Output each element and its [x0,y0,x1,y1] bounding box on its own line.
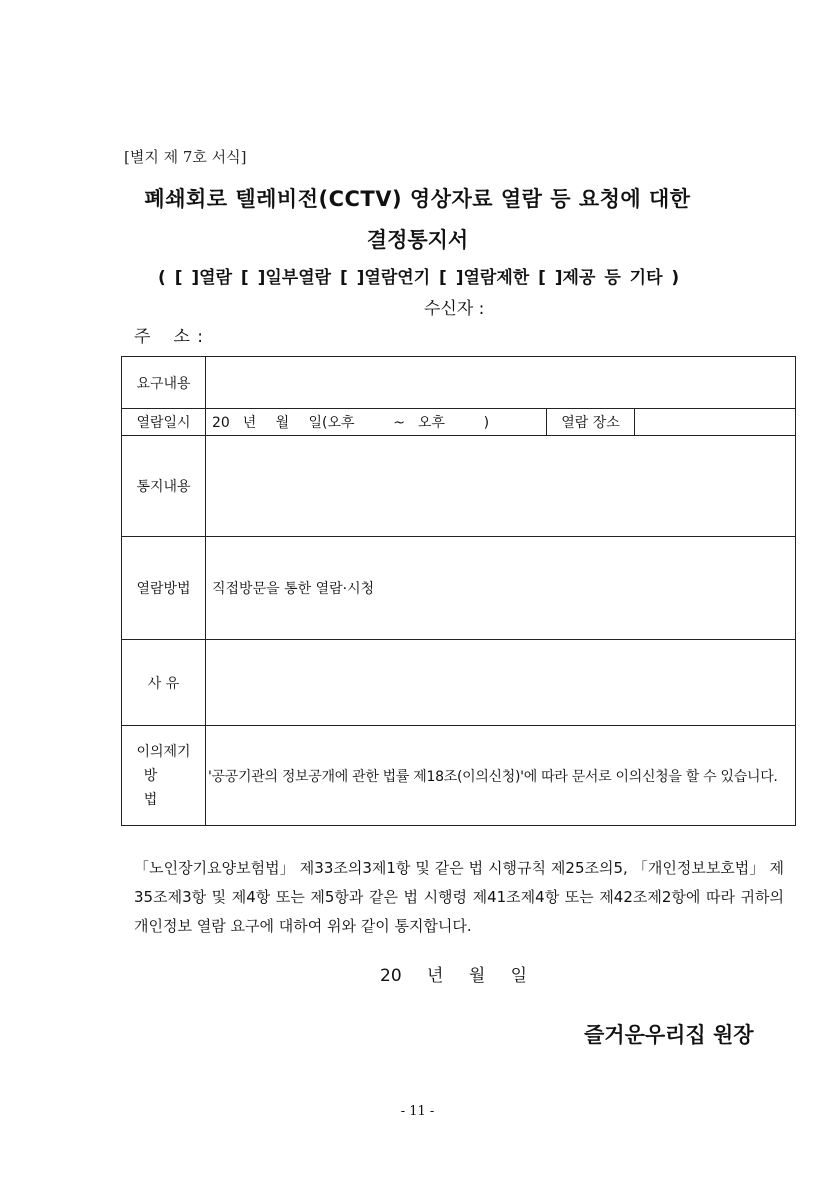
method-row [122,537,796,640]
objection-method-text: '공공기관의 정보공개에 관한 법률 제18조(이의신청)'에 따라 문서로 이의신청을 할 수 있습니다. [206,726,796,826]
request-label: 요구내용 [122,357,206,409]
notice-body-text: 「노인장기요양보험법」 제33조의3제1항 및 같은 법 시행규칙 제25조의5, 「개인정보보호법」 제35조제3항 및 제4항 또는 제5항과 같은 법 시행령 제41조제4항 또는 제42조제2항에 따라 귀하의 개인정보 열람 요구에 대하여 위와 같이 통지합니다. [134,859,784,935]
request-value[interactable] [206,357,796,409]
view-place-label: 열람 장소 [547,409,635,436]
signer-name: 즐거운우리집 원장 [584,1023,754,1047]
notice-label: 통지내용 [122,436,206,537]
view-date-value[interactable]: 20 년 월 일(오후 ~ 오후 ) [206,409,547,436]
page-number: - 11 - [400,1104,435,1119]
view-place-value[interactable] [635,409,796,436]
address-label [134,322,204,347]
form-number-label: [별지 제 7호 서식] [124,148,247,166]
decision-options: ( [ ]열람 [ ]일부열람 [ ]열람연기 [ ]열람제한 [ ]제공 등 기타 ) [158,268,680,288]
address-colon: : [197,327,205,347]
reason-label: 사 유 [122,640,206,726]
notice-row [122,436,796,537]
reason-value[interactable] [206,640,796,726]
document-title-line-2: 결정통지서 [366,228,469,252]
document-title-line-1: 폐쇄회로 텔레비전(CCTV) 영상자료 열람 등 요청에 대한 [144,187,691,211]
objection-label-line-2: 방 법 [143,767,184,808]
reason-row [122,640,796,726]
address-label-char-2: 소 [173,327,191,347]
objection-row [122,726,796,826]
objection-label-line-1: 이의제기 [136,743,191,760]
method-value[interactable]: 직접방문을 통한 열람·시청 [206,537,796,640]
method-label: 열람방법 [122,537,206,640]
issue-date: 20 년 월 일 [380,966,528,986]
recipient-label: 수신자 : [424,299,485,319]
notice-form-table [121,356,796,826]
objection-label [122,726,206,826]
notice-value[interactable] [206,436,796,537]
address-label-char-1: 주 [134,327,152,347]
view-date-row [122,409,796,436]
view-date-label: 열람일시 [122,409,206,436]
request-row [122,357,796,409]
